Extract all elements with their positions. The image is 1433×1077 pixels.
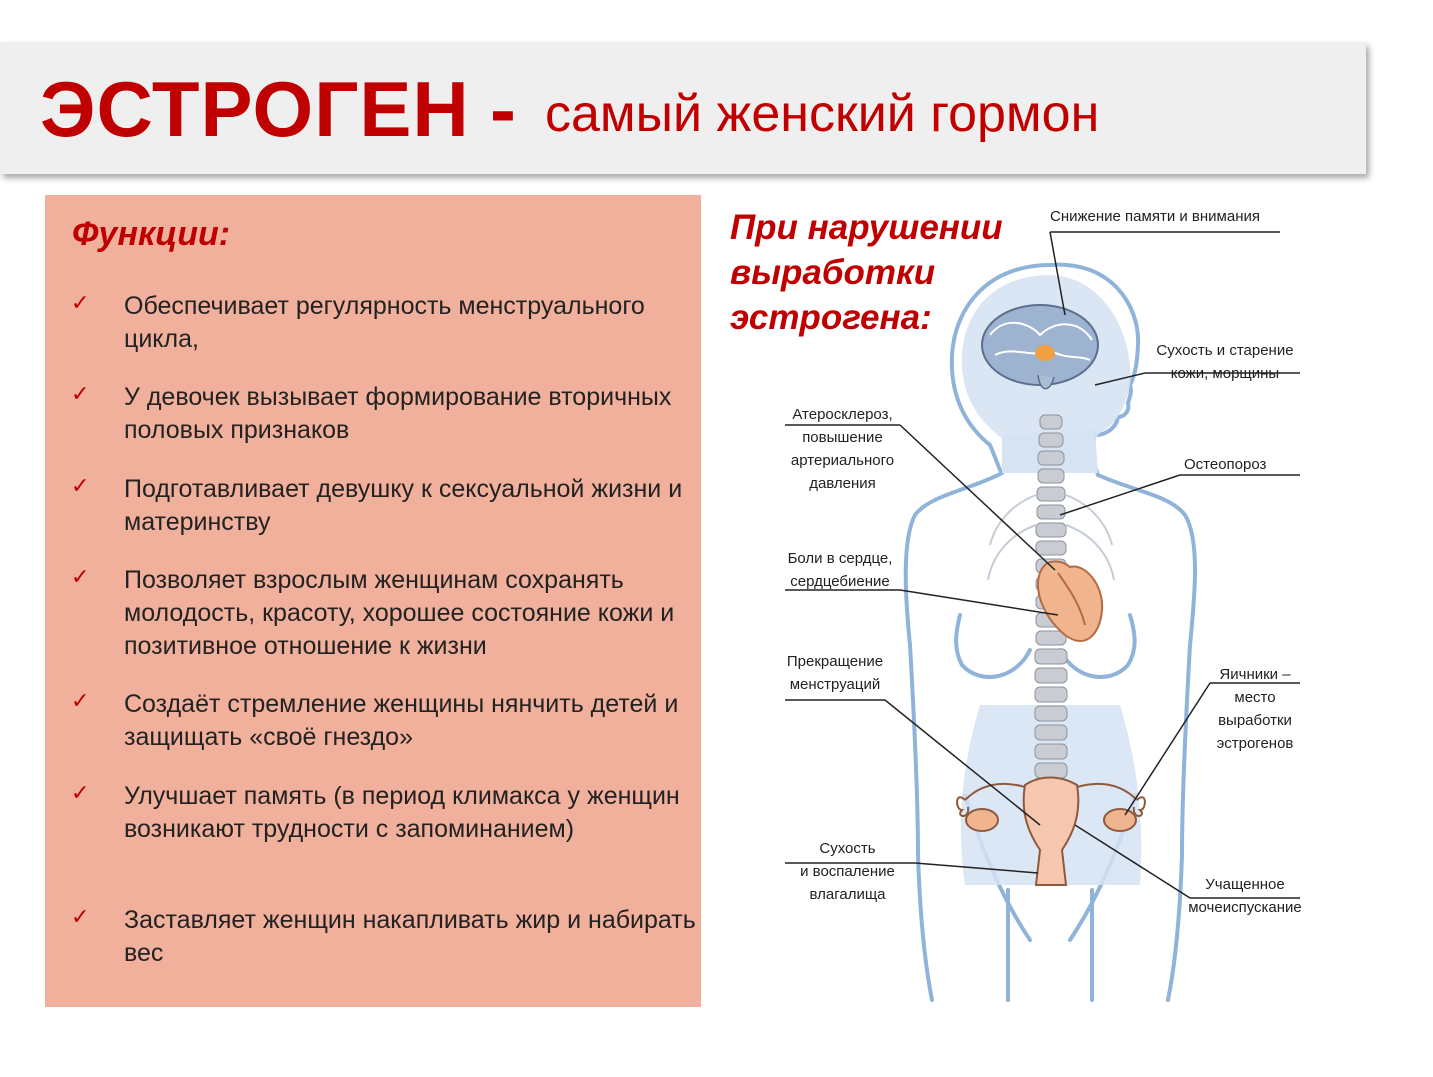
label-memory: Снижение памяти и внимания: [1050, 208, 1260, 225]
label-athero-line: Атеросклероз,: [792, 406, 893, 423]
heart-icon: [1038, 561, 1102, 641]
label-vagina: [785, 837, 910, 906]
title-dash: -: [490, 65, 516, 153]
header-banner: [0, 42, 1366, 174]
label-osteoporosis: Остеопороз: [1184, 456, 1267, 473]
functions-panel: [45, 195, 701, 1007]
label-menstruation: [780, 650, 890, 696]
function-text: У девочек вызывает формирование вторичных половых признаков: [124, 383, 672, 444]
label-athero-line: повышение: [802, 429, 883, 446]
function-text: Создаёт стремление женщины нянчить детей и защищать «своё гнездо»: [124, 690, 679, 751]
check-icon: ✓: [71, 688, 90, 713]
check-icon: ✓: [71, 904, 90, 929]
label-atherosclerosis: [780, 403, 905, 495]
label-ovary-line: выработки: [1218, 712, 1292, 729]
check-icon: ✓: [71, 564, 90, 589]
label-heart: [780, 547, 900, 593]
disorder-title: При нарушении выработки эстрогена:: [730, 208, 1003, 337]
label-athero-line: артериального: [790, 452, 895, 469]
label-ovary-line: эстрогенов: [1216, 735, 1294, 752]
check-icon: ✓: [71, 473, 90, 498]
function-text: Подготавливает девушку к сексуальной жизни и материнству: [124, 475, 683, 536]
function-text: Улучшает память (в период климакса у женщин возникают трудности с запоминанием): [124, 782, 680, 843]
body-diagram: [740, 195, 1340, 1015]
function-text: Позволяет взрослым женщинам сохранять молодость, красоту, хорошее состояние кожи и позитивное отношение к жизни: [124, 566, 675, 660]
label-ovaries: [1205, 663, 1305, 755]
functions-title: Функции:: [72, 215, 231, 253]
function-text: Заставляет женщин накапливать жир и набирать вес: [124, 906, 696, 967]
label-heart-line: Боли в сердце,: [787, 550, 893, 567]
label-urin-line: мочеиспускание: [1188, 899, 1302, 916]
label-vag-line: влагалища: [809, 886, 886, 903]
label-ovary-line: Яичники –: [1219, 666, 1291, 683]
function-text: Обеспечивает регулярность менструального цикла,: [124, 292, 645, 353]
check-icon: ✓: [71, 381, 90, 406]
page-title: ЭСТРОГЕН: [40, 65, 470, 153]
check-icon: ✓: [71, 780, 90, 805]
label-skin-line: кожи, морщины: [1170, 365, 1280, 382]
label-heart-line: сердцебиение: [790, 573, 890, 590]
check-icon: ✓: [71, 290, 90, 315]
label-vag-line: и воспаление: [800, 863, 895, 880]
page-subtitle: самый женский гормон: [545, 85, 1100, 143]
label-urination: [1185, 873, 1305, 919]
label-mens-line: Прекращение: [786, 653, 884, 670]
label-ovary-line: место: [1234, 689, 1276, 706]
label-urin-line: Учащенное: [1205, 876, 1285, 893]
label-skin-line: Сухость и старение: [1156, 342, 1294, 359]
label-athero-line: давления: [809, 475, 876, 492]
label-mens-line: менструаций: [789, 676, 881, 693]
label-skin: [1145, 339, 1305, 385]
label-vag-line: Сухость: [819, 840, 876, 857]
